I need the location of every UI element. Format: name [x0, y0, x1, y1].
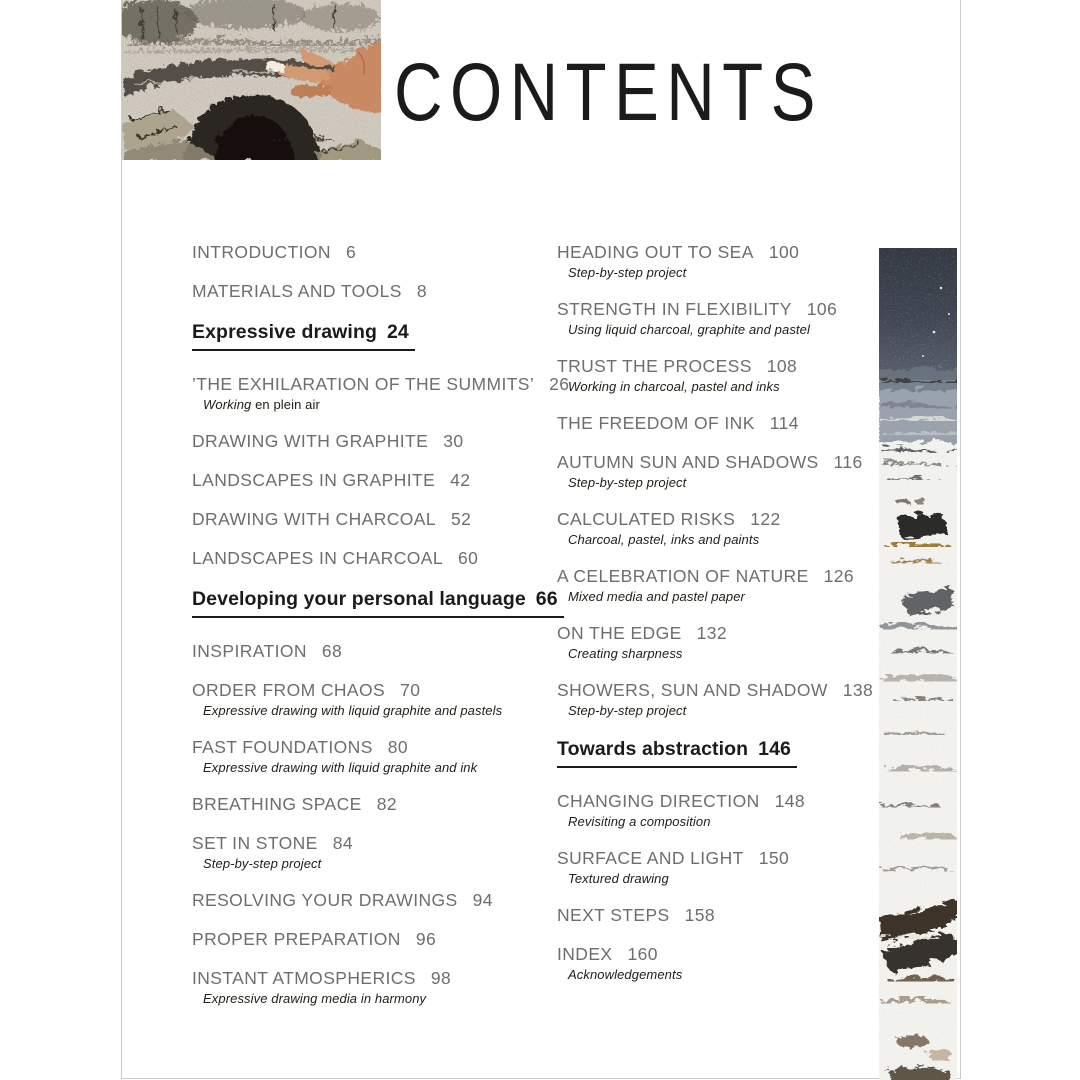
toc-entry-label: INDEX: [557, 944, 613, 964]
toc-entry-subtitle: Using liquid charcoal, graphite and pastel: [568, 322, 810, 337]
toc-section-label: Expressive drawing: [192, 321, 377, 343]
toc-section-page-number: 146: [758, 738, 792, 760]
page-title: CONTENTS: [394, 47, 823, 138]
toc-entry-subtitle: Charcoal, pastel, inks and paints: [568, 532, 760, 547]
toc-entry: [192, 891, 544, 911]
toc-entry-label: ON THE EDGE: [557, 623, 682, 643]
toc-entry-label: HEADING OUT TO SEA: [557, 242, 754, 262]
toc-entry: [192, 549, 544, 569]
toc-entry-subtitle: Step-by-step project: [203, 856, 322, 871]
toc-entry-subtitle: Step-by-step project: [568, 703, 687, 718]
toc-section-heading: [557, 738, 892, 768]
toc-entry-label: THE FREEDOM OF INK: [557, 413, 755, 433]
toc-entry-label: INTRODUCTION: [192, 242, 331, 262]
toc-section-text: [192, 321, 415, 351]
toc-entry: [557, 849, 892, 887]
toc-entry-subtitle: Step-by-step project: [568, 475, 687, 490]
toc-entry: [192, 642, 544, 662]
bridge-drawing-photo: [122, 0, 381, 160]
toc-entry-label: ’THE EXHILARATION OF THE SUMMITS’: [192, 374, 535, 394]
toc-entry-label: CHANGING DIRECTION: [557, 791, 760, 811]
toc-entry-subtitle-roman: en plein air: [251, 397, 320, 412]
toc-entry-label: INSTANT ATMOSPHERICS: [192, 968, 416, 988]
toc-page-number: 30: [443, 431, 464, 451]
toc-entry: [557, 567, 892, 605]
toc-entry-subtitle: Textured drawing: [568, 871, 669, 886]
toc-page-number: 126: [823, 566, 855, 586]
toc-page-number: 98: [430, 968, 452, 988]
toc-entry: [557, 510, 892, 548]
toc-page-number: 116: [833, 452, 863, 472]
toc-entry-label: ORDER FROM CHAOS: [192, 680, 386, 700]
toc-page-number: 150: [758, 848, 790, 868]
toc-page-number: 70: [400, 680, 421, 700]
toc-entry: [192, 282, 544, 302]
toc-entry-label: DRAWING WITH CHARCOAL: [192, 509, 437, 529]
toc-entry: [557, 300, 892, 338]
toc-entry-subtitle: Mixed media and pastel paper: [568, 589, 745, 604]
toc-entry-label: BREATHING SPACE: [192, 794, 362, 814]
toc-entry: [557, 624, 892, 662]
toc-entry-label: AUTUMN SUN AND SHADOWS: [557, 452, 819, 472]
toc-section-page-number: 66: [535, 588, 558, 610]
toc-entry-label: A CELEBRATION OF NATURE: [557, 566, 809, 586]
toc-entry-label: DRAWING WITH GRAPHITE: [192, 431, 429, 451]
toc-entry-label: PROPER PREPARATION: [192, 929, 401, 949]
toc-page-number: 82: [376, 794, 397, 814]
toc-page-number: 26: [549, 374, 570, 394]
toc-section-text: [192, 588, 564, 618]
toc-entry-label: SHOWERS, SUN AND SHADOW: [557, 680, 828, 700]
toc-entry-subtitle: Creating sharpness: [568, 646, 683, 661]
toc-entry-label: SET IN STONE: [192, 833, 318, 853]
toc-entry-label: INSPIRATION: [192, 641, 307, 661]
toc-entry: [557, 792, 892, 830]
toc-page-number: 122: [750, 509, 781, 529]
toc-entry: [557, 243, 892, 281]
toc-entry: [192, 471, 544, 491]
toc-entry-label: SURFACE AND LIGHT: [557, 848, 744, 868]
toc-entry: [557, 906, 892, 926]
toc-section-heading: [192, 588, 558, 618]
toc-page-number: 80: [387, 737, 409, 757]
toc-section-heading: [192, 321, 544, 351]
toc-entry-label: RESOLVING YOUR DRAWINGS: [192, 890, 458, 910]
toc-page-number: 148: [774, 791, 806, 811]
toc-entry-subtitle: Expressive drawing media in harmony: [203, 991, 427, 1006]
toc-entry: [192, 510, 544, 530]
toc-page-number: 6: [345, 242, 357, 262]
toc-page-number: 114: [769, 413, 799, 433]
toc-entry-label: STRENGTH IN FLEXIBILITY: [557, 299, 792, 319]
toc-entry: [192, 374, 570, 413]
toc-page-number: 108: [766, 356, 798, 376]
toc-section-label: Developing your personal language: [192, 588, 526, 610]
toc-entry: [192, 930, 544, 950]
toc-page-number: 8: [416, 281, 428, 301]
toc-section-label: Towards abstraction: [557, 738, 749, 760]
toc-page-number: 158: [684, 905, 716, 925]
toc-page-number: 84: [332, 833, 353, 853]
toc-entry: [557, 414, 892, 434]
toc-entry-label: LANDSCAPES IN GRAPHITE: [192, 470, 436, 490]
toc-entry: [192, 795, 544, 815]
toc-entry: [557, 453, 892, 491]
toc-entry-subtitle: Step-by-step project: [568, 265, 687, 280]
toc-entry: [192, 834, 544, 872]
toc-entry-subtitle: Working in charcoal, pastel and inks: [568, 379, 780, 394]
toc-section-text: [557, 738, 797, 768]
toc-page-number: 160: [627, 944, 658, 964]
toc-entry: [192, 432, 544, 452]
toc-entry-subtitle: Acknowledgements: [568, 967, 683, 982]
toc-page-number: 96: [415, 929, 437, 949]
toc-page-number: 100: [768, 242, 800, 262]
toc-entry-label: CALCULATED RISKS: [557, 509, 736, 529]
toc-entry-label: NEXT STEPS: [557, 905, 670, 925]
toc-entry-subtitle: Revisiting a composition: [568, 814, 711, 829]
toc-page-number: 68: [321, 641, 343, 661]
toc-page-number: 132: [696, 623, 728, 643]
toc-entry: [557, 357, 892, 395]
side-artwork-strip: [879, 248, 957, 1080]
toc-page-number: 42: [450, 470, 471, 490]
toc-entry-label: MATERIALS AND TOOLS: [192, 281, 402, 301]
toc-entry-label: FAST FOUNDATIONS: [192, 737, 373, 757]
toc-entry-subtitle: Expressive drawing with liquid graphite and pastels: [203, 703, 503, 718]
toc-entry: [557, 681, 892, 719]
toc-section-page-number: 24: [386, 321, 409, 343]
toc-entry: [192, 738, 544, 776]
toc-entry-subtitle: Expressive drawing with liquid graphite and ink: [203, 760, 478, 775]
toc-entry: [557, 945, 892, 983]
toc-entry: [192, 243, 544, 263]
toc-page-number: 94: [472, 890, 493, 910]
toc-column-left: [192, 242, 570, 1026]
toc-entry: [192, 681, 544, 719]
toc-page-number: 52: [451, 509, 472, 529]
toc-page-number: 106: [806, 299, 838, 319]
toc-page-number: 138: [842, 680, 874, 700]
toc-entry: [192, 969, 544, 1007]
toc-entry-subtitle: Working en plein air: [203, 397, 320, 412]
toc-entry-label: LANDSCAPES IN CHARCOAL: [192, 548, 443, 568]
toc-page-number: 60: [457, 548, 479, 568]
toc-column-right: [557, 243, 892, 1002]
toc-entry-label: TRUST THE PROCESS: [557, 356, 752, 376]
